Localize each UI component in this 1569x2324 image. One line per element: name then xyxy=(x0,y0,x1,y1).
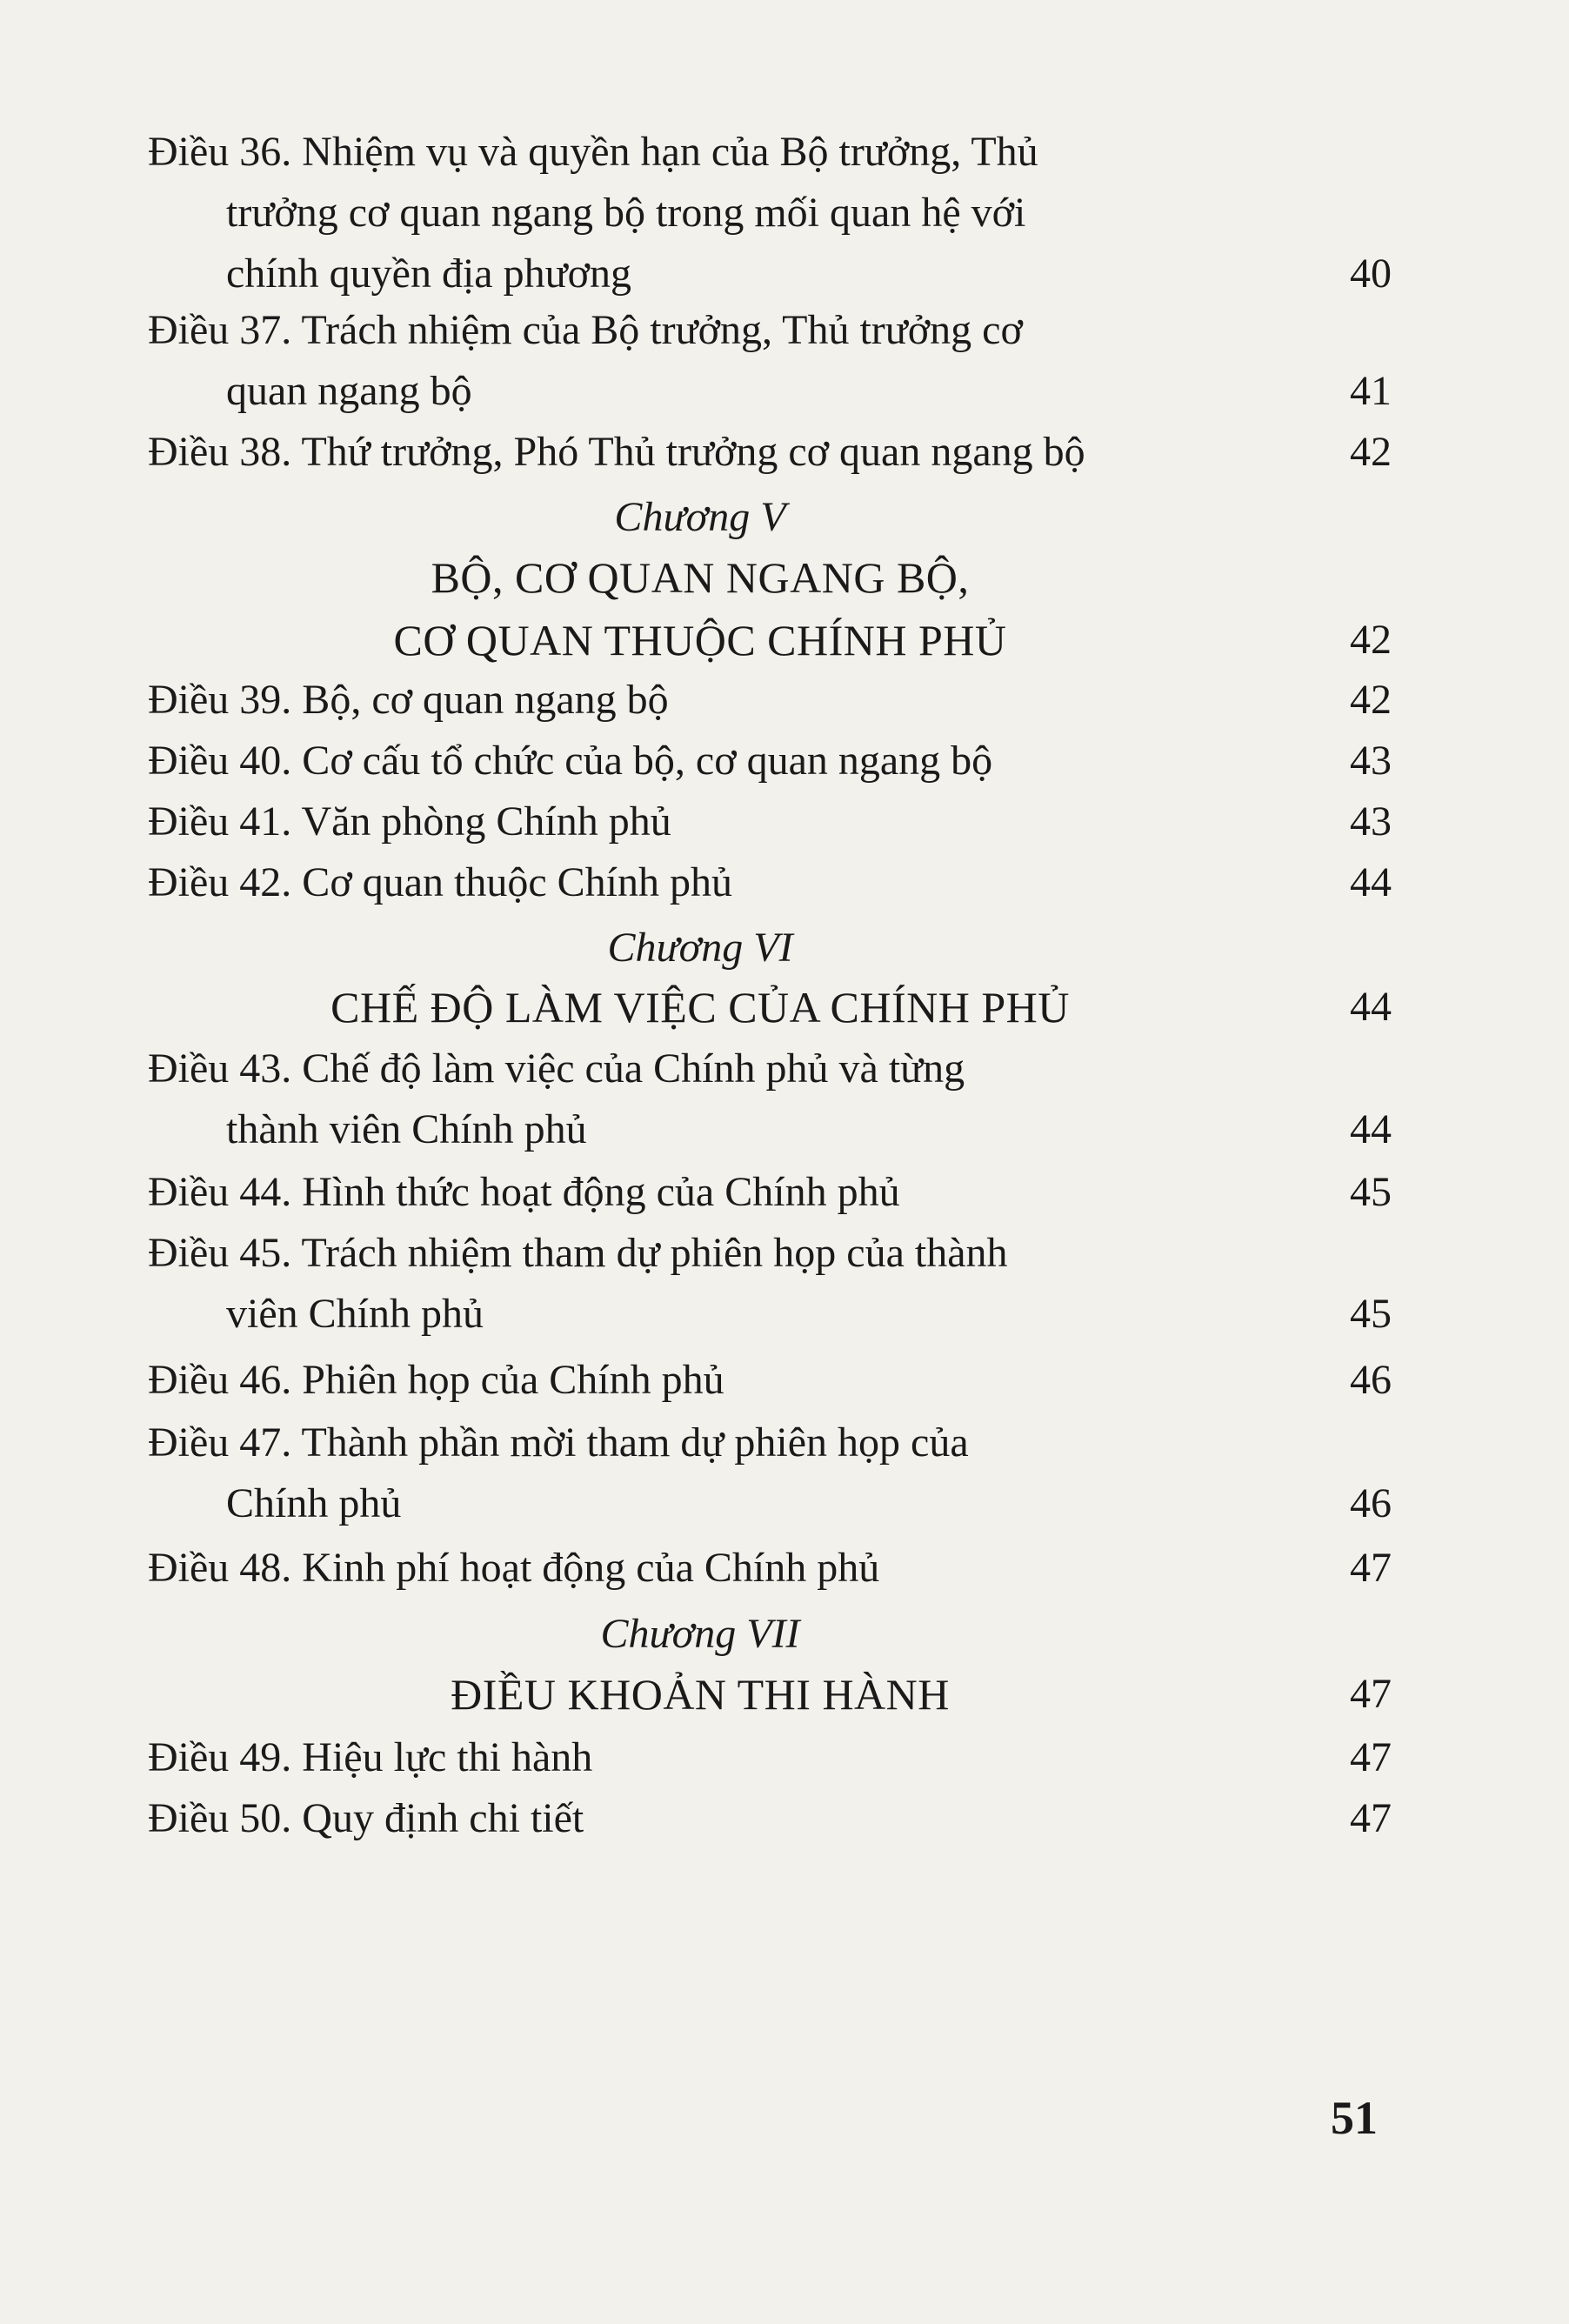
entry-line: Điều 45. Trách nhiệm tham dự phiên họp của thành xyxy=(148,1230,1008,1276)
entry-line: Điều 49. Hiệu lực thi hành xyxy=(148,1734,593,1780)
entry-line: trưởng cơ quan ngang bộ trong mối quan hệ với xyxy=(226,190,1026,236)
entry-line: Điều 47. Thành phần mời tham dự phiên họp của xyxy=(148,1419,969,1466)
entry-line: Chính phủ xyxy=(226,1480,402,1526)
toc-entry-46 xyxy=(148,1350,1392,1411)
chapter-label: Chương V xyxy=(614,494,786,540)
entry-line: chính quyền địa phương xyxy=(226,250,631,297)
entry-page-number: 46 xyxy=(1350,1357,1392,1403)
entry-line: Điều 36. Nhiệm vụ và quyền hạn của Bộ trưởng, Thủ xyxy=(148,129,1038,175)
entry-page-number: 47 xyxy=(1350,1734,1392,1780)
toc-entry-36 xyxy=(148,122,1392,304)
chapter-title-line: BỘ, CƠ QUAN NGANG BỘ, xyxy=(431,553,970,602)
entry-page-number: 45 xyxy=(1350,1169,1392,1215)
chapter-title-line: CƠ QUAN THUỘC CHÍNH PHỦ xyxy=(393,616,1007,664)
entry-page-number: 42 xyxy=(1350,429,1392,475)
toc-entry-49 xyxy=(148,1727,1392,1788)
toc-entry-38 xyxy=(148,422,1392,483)
page-number: 51 xyxy=(1331,2092,1378,2144)
entry-line: Điều 42. Cơ quan thuộc Chính phủ xyxy=(148,859,732,905)
entry-line: quan ngang bộ xyxy=(226,368,472,414)
entry-line: Điều 43. Chế độ làm việc của Chính phủ và từng xyxy=(148,1045,965,1092)
toc-entry-47 xyxy=(148,1412,1392,1534)
toc-entry-43 xyxy=(148,1038,1392,1160)
entry-line: Điều 40. Cơ cấu tổ chức của bộ, cơ quan ngang bộ xyxy=(148,738,993,784)
toc-entry-41 xyxy=(148,791,1392,852)
chapter-title xyxy=(148,546,1392,671)
entry-line: thành viên Chính phủ xyxy=(226,1106,587,1152)
entry-page-number: 42 xyxy=(1350,677,1392,723)
toc-entry-48 xyxy=(148,1538,1392,1599)
entry-line: Điều 38. Thứ trưởng, Phó Thủ trưởng cơ quan ngang bộ xyxy=(148,429,1085,475)
chapter-title xyxy=(148,976,1392,1038)
entry-line: Điều 41. Văn phòng Chính phủ xyxy=(148,798,671,845)
entry-line: Điều 37. Trách nhiệm của Bộ trưởng, Thủ trưởng cơ xyxy=(148,307,1023,353)
toc-entry-39 xyxy=(148,670,1392,731)
entry-line: Điều 44. Hình thức hoạt động của Chính phủ xyxy=(148,1169,900,1215)
toc-entry-40 xyxy=(148,731,1392,791)
entry-line: Điều 48. Kinh phí hoạt động của Chính phủ xyxy=(148,1545,880,1591)
entry-page-number: 46 xyxy=(1350,1480,1392,1526)
entry-page-number: 44 xyxy=(1350,859,1392,905)
entry-page-number: 47 xyxy=(1350,1795,1392,1841)
entry-page-number: 47 xyxy=(1350,1545,1392,1591)
chapter-page-number: 42 xyxy=(1350,617,1392,663)
chapter-page-number: 44 xyxy=(1350,984,1392,1030)
chapter-label: Chương VI xyxy=(607,925,793,971)
entry-page-number: 44 xyxy=(1350,1106,1392,1152)
toc-entry-42 xyxy=(148,852,1392,913)
entry-line: Điều 39. Bộ, cơ quan ngang bộ xyxy=(148,677,669,723)
chapter-title-line: ĐIỀU KHOẢN THI HÀNH xyxy=(451,1670,950,1719)
entry-page-number: 43 xyxy=(1350,798,1392,845)
chapter-page-number: 47 xyxy=(1350,1671,1392,1717)
chapter-label: Chương VII xyxy=(600,1611,800,1657)
toc-entry-50 xyxy=(148,1788,1392,1849)
entry-page-number: 41 xyxy=(1350,368,1392,414)
toc-entry-44 xyxy=(148,1162,1392,1223)
entry-line: Điều 46. Phiên họp của Chính phủ xyxy=(148,1357,724,1403)
entry-line: viên Chính phủ xyxy=(226,1291,484,1337)
chapter-title xyxy=(148,1663,1392,1726)
entry-page-number: 43 xyxy=(1350,738,1392,784)
toc-entry-37 xyxy=(148,300,1392,422)
chapter-title-line: CHẾ ĐỘ LÀM VIỆC CỦA CHÍNH PHỦ xyxy=(330,983,1070,1032)
entry-page-number: 45 xyxy=(1350,1291,1392,1337)
entry-line: Điều 50. Quy định chi tiết xyxy=(148,1795,584,1841)
entry-page-number: 40 xyxy=(1350,250,1392,297)
toc-entry-45 xyxy=(148,1223,1392,1345)
